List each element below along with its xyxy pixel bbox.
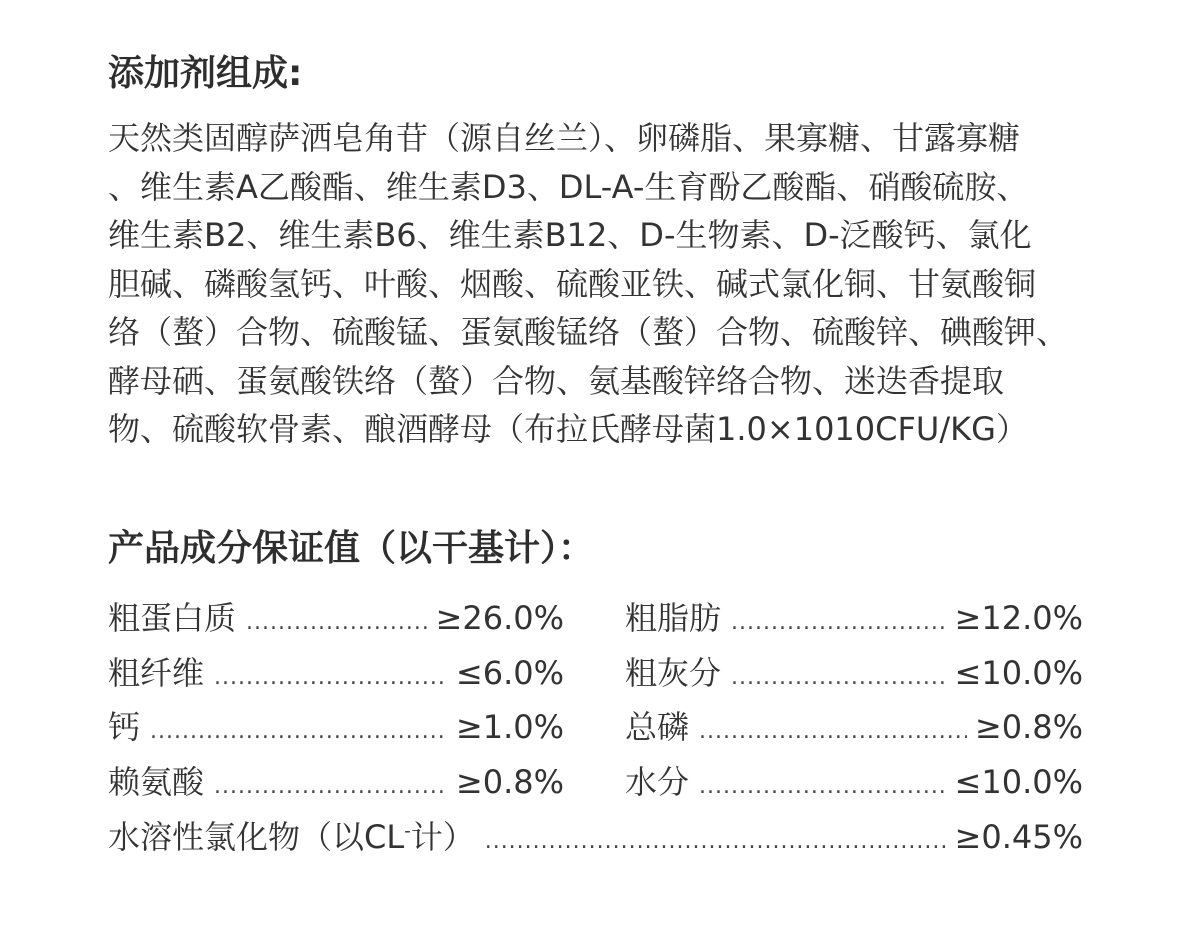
analysis-row-crude-fat [625,596,1083,640]
dot-leader [485,820,947,864]
additives-list [108,114,1088,454]
chloride-superscript: - [404,820,411,842]
dot-leader [699,710,967,754]
nutrient-value: ≥0.45% [954,818,1083,856]
analysis-row-calcium [108,705,564,749]
analysis-row-moisture [625,760,1083,804]
additives-line: 酵母硒、蛋氨酸铁络（螯）合物、氨基酸锌络合物、迷迭香提取 [108,361,1005,400]
nutrient-value: ≤10.0% [954,763,1083,801]
additives-line: 物、硫酸软骨素、酿酒酵母（布拉氏酵母菌1.0×1010CFU/KG） [108,410,1028,448]
analysis-row-crude-protein [108,596,564,640]
nutrient-name: 粗纤维 [108,654,205,692]
dot-leader [699,765,947,809]
analysis-row-crude-ash [625,651,1083,695]
chloride-name-suffix: 计） [410,818,475,856]
analysis-row-crude-fiber [108,651,564,695]
analysis-row-total-phosphorus [625,705,1083,749]
nutrient-name: 水分 [625,763,690,801]
dot-leader [731,656,947,700]
nutrient-value: ≥0.8% [455,763,564,801]
dot-leader [214,765,448,809]
additives-line: 天然类固醇萨洒皂角苷（源自丝兰）、卵磷脂、果寡糖、甘露寡糖 [108,119,1021,157]
analysis-heading: 产品成分保证值（以干基计）： [108,528,595,569]
nutrient-value: ≥26.0% [435,599,564,637]
additives-line: 胆碱、磷酸氢钙、叶酸、烟酸、硫酸亚铁、碱式氯化铜、甘氨酸铜 [108,264,1037,303]
nutrient-value: ≤6.0% [455,654,564,692]
nutrient-name [108,815,475,859]
dot-leader [731,601,947,645]
dot-leader [150,710,448,754]
nutrient-value: ≤10.0% [954,654,1083,692]
additives-heading: 添加剂组成: [108,53,303,94]
chloride-name-prefix: 水溶性氯化物（以CL [108,818,405,856]
nutrient-name: 钙 [108,708,141,746]
nutrient-name: 粗灰分 [625,654,722,692]
nutrient-name: 赖氨酸 [108,763,205,801]
nutrient-name: 粗蛋白质 [108,599,237,637]
nutrient-value: ≥1.0% [455,708,564,746]
dot-leader [214,656,448,700]
nutrient-value: ≥0.8% [974,708,1083,746]
nutrient-name: 总磷 [625,708,690,746]
additives-line: 维生素B2、维生素B6、维生素B12、D-生物素、D-泛酸钙、氯化 [108,216,1032,254]
nutrient-value: ≥12.0% [954,599,1083,637]
dot-leader [246,601,428,645]
nutrient-name: 粗脂肪 [625,599,722,637]
analysis-row-chloride [108,815,1083,859]
additives-line: 络（螯）合物、硫酸锰、蛋氨酸锰络（螯）合物、硫酸锌、碘酸钾、 [108,313,1069,351]
analysis-row-lysine [108,760,564,804]
additives-line: 、维生素A乙酸酯、维生素D3、DL-A-生育酚乙酸酯、硝酸硫胺、 [108,167,1029,206]
